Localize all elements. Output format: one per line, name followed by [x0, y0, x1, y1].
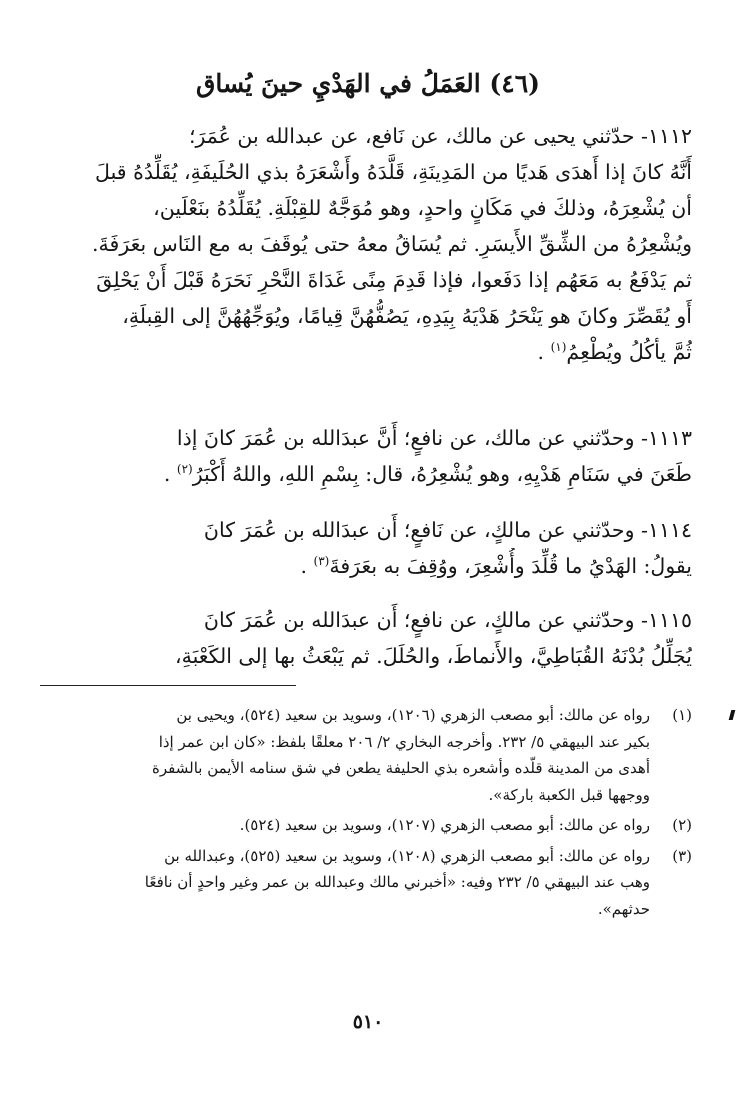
hadith-line-last — [36, 334, 692, 370]
footnote-line: رواه عن مالك: أبو مصعب الزهري (١٢٠٨)، وسويد بن سعيد (٥٢٥)، وعبدالله بن — [164, 846, 650, 865]
hadith-text: ثُمَّ يأكُلُ ويُطْعِمُ — [566, 340, 692, 364]
hadith-line: ١١١٢- حدّثني يحيى عن مالك، عن نَافع، عن عبدالله بن عُمَرَ؛ — [188, 124, 692, 148]
hadith-end-punctuation: . — [537, 340, 551, 364]
footnote-line: بكير عند البيهقي ٥/ ٢٣٢. وأخرجه البخاري ٢/ ٢٠٦ معلقًا بلفظ: «كان ابن عمر إذا — [158, 732, 650, 751]
hadith-end-punctuation: . — [300, 554, 314, 578]
footnote-line: أهدى من المدينة قلّده وأشعره بذي الحليفة يطعن في شق سنامه الأيمن بالشفرة — [152, 759, 650, 777]
hadith-line: ثم يَدْفَعُ به مَعَهُم إذا دَفَعوا، فإذا قَدِمَ مِنًى غَدَاةَ النَّحْرِ نَحَرَهُ قَبْلَ أَنْ يَحْلِقَ — [96, 268, 692, 292]
hadith-paragraph — [36, 118, 692, 370]
footnote-line: وهب عند البيهقي ٥/ ٢٣٢ وفيه: «أخبرني مالك وعبدالله بن عمر وغير واحدٍ أن نافعًا — [144, 873, 650, 891]
footnote-line: ووجهها قبل الكعبة باركة». — [488, 785, 650, 804]
hadith-line-last — [36, 548, 692, 584]
scan-edge-mark — [729, 710, 736, 720]
footnote-number: (٢) — [672, 816, 692, 834]
hadith-paragraph — [36, 420, 692, 492]
chapter-title: (٤٦) العَمَلُ في الهَدْيِ حينَ يُساق — [196, 69, 540, 98]
footnote-line: حدثهم». — [597, 899, 650, 918]
hadith-paragraph — [36, 602, 692, 674]
footnote — [36, 843, 692, 923]
hadith-text: طَعَنَ في سَنَامِ هَدْيِهِ، وهو يُشْعِرُهُ، قال: بِسْمِ اللهِ، واللهُ أَكْبَرُ — [192, 462, 692, 486]
hadith-line: أَو يُقَصِّرَ وكانَ هو يَنْحَرُ هَدْيَهُ بِيَدِهِ، يَصُفُّهُنَّ قِيامًا، ويُوَجِّهُهُنَّ إلى القِبلَةِ، — [122, 304, 692, 328]
footnote-number: (٣) — [672, 846, 692, 865]
footnote-number: (١) — [672, 706, 692, 724]
footnote — [36, 812, 692, 839]
hadith-paragraph — [36, 512, 692, 584]
footnote-line: رواه عن مالك: أبو مصعب الزهري (١٢٠٦)، وسويد بن سعيد (٥٢٤)، ويحيى بن — [176, 706, 650, 724]
hadith-line: أن يُشْعِرَهُ، وذلكَ في مَكَانٍ واحدٍ، وهو مُوَجَّهٌ للقِبْلَةِ. يُقَلِّدُهُ بنَعْلَين، — [153, 196, 692, 220]
hadith-line: ويُشْعِرُهُ من الشِّقِّ الأَيسَرِ. ثم يُسَاقُ معهُ حتى يُوقَفَ به مع النَاس بعَرَفَةَ. — [92, 232, 692, 256]
hadith-line-last — [36, 456, 692, 492]
footnote-line: رواه عن مالك: أبو مصعب الزهري (١٢٠٧)، وسويد بن سعيد (٥٢٤). — [239, 816, 650, 834]
footnote-reference: (٢) — [176, 462, 193, 477]
footnote — [36, 702, 692, 808]
hadith-text: يقولُ: الهَدْيُ ما قُلِّدَ وأُشْعِرَ، ووُقِفَ به بعَرَفةَ — [329, 554, 692, 578]
page-number: ٥١٠ — [352, 1011, 384, 1033]
hadith-line: ١١١٥- وحدّثني عن مالكٍ، عن نافعٍ؛ أَن عبدَالله بن عُمَرَ كانَ — [203, 608, 692, 632]
hadith-line: أَنَّهُ كانَ إذا أَهدَى هَديًا من المَدِينَةِ، قَلَّدَهُ وأَشْعَرَهُ بذي الحُلَيفَةِ، يُقَلِّدُهُ قبلَ — [95, 160, 692, 184]
footnotes — [36, 702, 692, 926]
footnote-reference: (١) — [550, 340, 567, 355]
footnote-separator — [40, 685, 296, 686]
hadith-line: يُجَلِّلُ بُدْنَهُ القُبَاطِيَّ، والأَنماطَ، والحُلَلَ. ثم يَبْعَثُ بها إلى الكَعْبَةِ، — [174, 644, 692, 668]
hadith-line: ١١١٣- وحدّثني عن مالك، عن نافعٍ؛ أَنَّ عبدَالله بن عُمَرَ كانَ إذا — [176, 426, 692, 450]
footnote-reference: (٣) — [313, 554, 330, 569]
hadith-line: ١١١٤- وحدّثني عن مالكٍ، عن نَافعٍ؛ أَن عبدَالله بن عُمَرَ كانَ — [203, 518, 692, 542]
hadith-end-punctuation: . — [163, 462, 177, 486]
